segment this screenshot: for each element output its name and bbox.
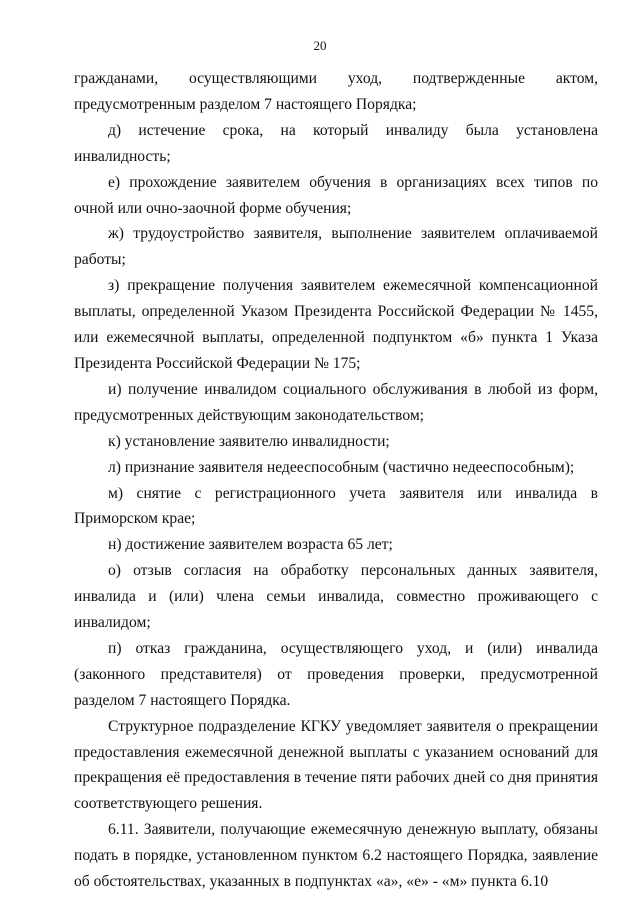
paragraph-item-o: о) отзыв согласия на обработку персональных данных заявителя, инвалида и (или) члена семьи инвалида, совместно проживающего с инвалидом; bbox=[74, 562, 598, 632]
paragraph-item-d: д) истечение срока, на который инвалиду была установлена инвалидность; bbox=[74, 121, 598, 165]
paragraph-item-k: к) установление заявителю инвалидности; bbox=[108, 432, 390, 450]
paragraph-item-m: м) снятие с регистрационного учета заявителя или инвалида в Приморском крае; bbox=[74, 484, 598, 528]
paragraph-item-zh: ж) трудоустройство заявителя, выполнение заявителем оплачиваемой работы; bbox=[74, 225, 598, 269]
page-number: 20 bbox=[313, 38, 327, 53]
paragraph-item-p: п) отказ гражданина, осуществляющего уход, и (или) инвалида (законного представителя) от проведения проверки, предусмотренной разделом 7 настоящего Порядка. bbox=[74, 639, 598, 709]
paragraph-notification: Структурное подразделение КГКУ уведомляет заявителя о прекращении предоставления ежемесячной денежной выплаты с указанием оснований для прекращения её предоставления в течение пяти рабочих дней со дня принятия соответствующего решения. bbox=[74, 717, 598, 813]
paragraph-item-n: н) достижение заявителем возраста 65 лет; bbox=[108, 536, 393, 554]
paragraph-item-e: е) прохождение заявителем обучения в организациях всех типов по очной или очно-заочной форме обучения; bbox=[74, 173, 598, 217]
paragraph-item-l: л) признание заявителя недееспособным (частично недееспособным); bbox=[108, 458, 575, 476]
paragraph-item-z: з) прекращение получения заявителем ежемесячной компенсационной выплаты, определенной Указом Президента Российской Федерации № 1455, или ежемесячной выплаты, определенной подпунктом «б» пункта 1 Указа Президента Российской Федерации № 175; bbox=[74, 277, 598, 372]
paragraph-item-i: и) получение инвалидом социального обслуживания в любой из форм, предусмотренных действующим законодательством; bbox=[74, 380, 598, 424]
paragraph-6-11: 6.11. Заявители, получающие ежемесячную денежную выплату, обязаны подать в порядке, установленном пунктом 6.2 настоящего Порядка, заявление об обстоятельствах, указанных в подпунктах «а», «е» - «м» пункта 6.10 bbox=[74, 821, 598, 891]
document-body bbox=[74, 66, 598, 895]
paragraph-continuation: гражданами, осуществляющими уход, подтвержденные актом, предусмотренным разделом 7 настоящего Порядка; bbox=[74, 70, 598, 113]
